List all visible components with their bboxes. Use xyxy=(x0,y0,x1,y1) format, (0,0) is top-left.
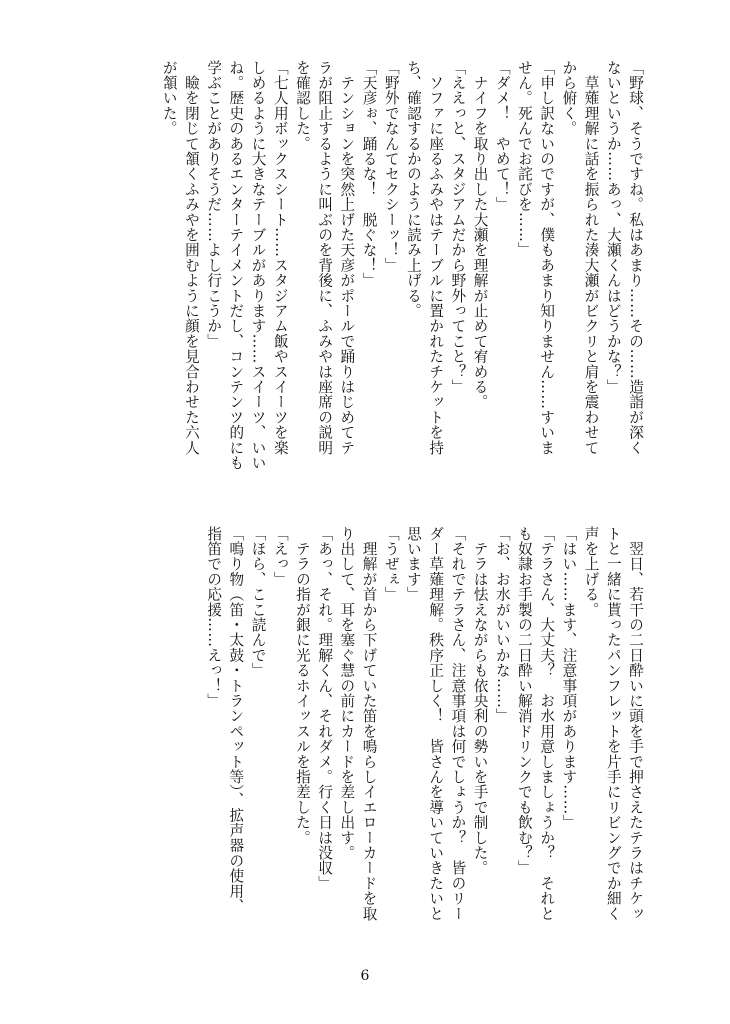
text-line: から俯く。 xyxy=(560,60,578,136)
text-line: 「七人用ボックスシート……スタジアム飯やスイーツを楽 xyxy=(271,60,289,456)
text-block-top xyxy=(126,60,646,500)
text-line: ね。歴史のあるエンターテイメントだし、コンテンツ的にも xyxy=(227,60,245,471)
text-line: しめるように大きなテーブルがあります……スイーツ、いい xyxy=(249,60,267,471)
text-line: 「ダメ！ やめて！」 xyxy=(493,60,511,212)
text-line: ないというか……あっ、大瀬くんはどうかな？」 xyxy=(604,60,622,395)
text-line: 思います」 xyxy=(404,526,422,602)
text-line: 「はい……ます、注意事項があります……」 xyxy=(560,526,578,830)
text-line: 「鳴り物（笛・太鼓・トランペット等）、拡声器の使用、 xyxy=(227,526,245,914)
text-line: が頷いた。 xyxy=(160,60,178,136)
text-block-bottom xyxy=(126,526,646,966)
text-line: 「ほら、ここ読んで」 xyxy=(249,526,267,678)
text-line: 翌日、若干の二日酔いに頭を手で押さえたテラはチケッ xyxy=(627,526,644,922)
text-line: 「あっ、それ。理解くん、それダメ。行く日は没収」 xyxy=(316,526,334,891)
text-line: 「えっ」 xyxy=(271,526,289,587)
text-line: テラの指が銀に光るホイッスルを指差した。 xyxy=(293,526,311,846)
text-line: 瞼を閉じて頷くふみやを囲むように顔を見合わせた六人 xyxy=(182,60,200,456)
text-line: 「天彦ぉ、踊るな！ 脱ぐな！」 xyxy=(360,60,378,288)
text-line: 学ぶことがありそうだ……よし行こうか」 xyxy=(205,60,223,349)
text-line: 「お、お水がいいかな……」 xyxy=(493,526,511,724)
text-line: も奴隷お手製の二日酔い解消ドリンクでも飲む？」 xyxy=(515,526,533,876)
text-line: 「うぜぇ」 xyxy=(382,526,400,602)
text-line: テラは怯えながらも依央利の勢いを手で制した。 xyxy=(471,526,489,876)
text-line: 理解が首から下げていた笛を鳴らしイエローカードを取 xyxy=(360,526,378,922)
text-line: 「テラさん、大丈夫？ お水用意しましょうか？ それと xyxy=(538,526,556,922)
page-number: 6 xyxy=(360,968,370,984)
text-line: トと一緒に貰ったパンフレットを片手にリビングでか細く xyxy=(604,526,622,922)
text-line: 草薙理解に話を振られた湊大瀬がビクリと肩を震わせて xyxy=(582,60,600,456)
text-line: 声を上げる。 xyxy=(582,526,600,618)
text-line: 「野外でなんてセクシーッ！」 xyxy=(382,60,400,273)
text-line: ソファに座るふみやはテーブルに置かれたチケットを持 xyxy=(427,60,445,456)
text-line: ラが阻止するように叫ぶのを背後に、ふみやは座席の説明 xyxy=(316,60,334,456)
text-line: 「申し訳ないのですが、僕もあまり知りません……すいま xyxy=(538,60,556,456)
text-line: 「ええっと、スタジアムだから野外ってこと？」 xyxy=(449,60,467,395)
text-line: 指笛での応援……えっ！」 xyxy=(205,526,223,709)
text-line: り出して、耳を塞ぐ慧の前にカードを差し出す。 xyxy=(338,526,356,861)
text-line: テンションを突然上げた天彦がポールで踊りはじめてテ xyxy=(338,60,356,456)
text-line: ダー草薙理解。秩序正しく！ 皆さんを導いていきたいと xyxy=(427,526,445,922)
text-line: ち、確認するかのように読み上げる。 xyxy=(404,60,422,319)
text-line: 「野球、そうですね。私はあまり……その……造詣が深く xyxy=(627,60,644,456)
text-line: 「それでテラさん、注意事項は何でしょうか？ 皆のリー xyxy=(449,526,467,922)
text-line: を確認した。 xyxy=(293,60,311,152)
text-line: ナイフを取り出した大瀬を理解が止めて宥める。 xyxy=(471,60,489,410)
text-line: せん。死んでお詫びを……」 xyxy=(515,60,533,258)
